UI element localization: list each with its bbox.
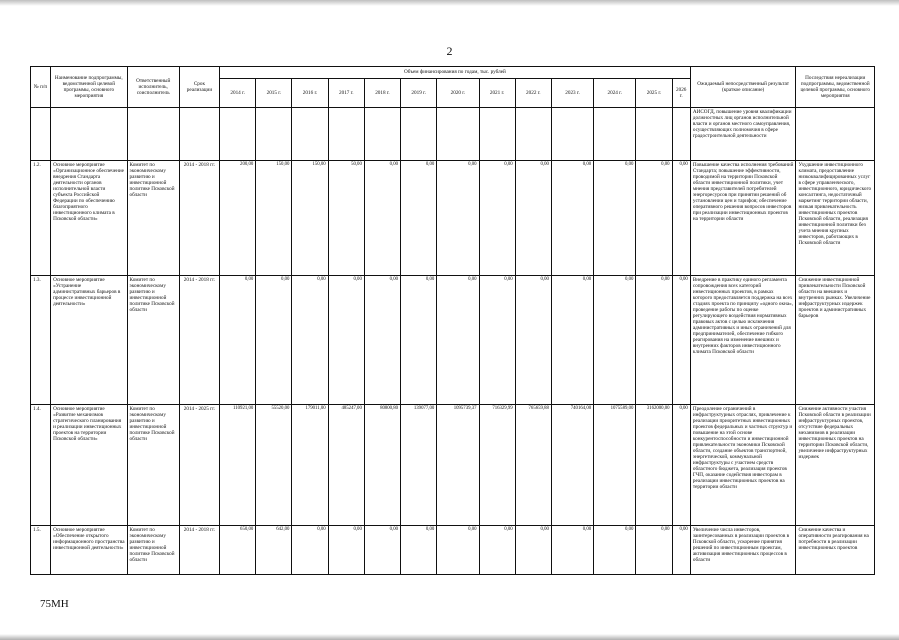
footer-code: 75МН <box>40 598 69 610</box>
row-value: 3162000,00 <box>636 405 672 526</box>
row-num: 1.2. <box>31 161 51 276</box>
header-year: 2019 г. <box>401 79 437 108</box>
row-value: 0,00 <box>292 526 328 575</box>
header-year: 2022 г. <box>515 79 551 108</box>
row-value: 0,00 <box>551 526 593 575</box>
header-period: Срок реализации <box>179 67 219 108</box>
row-value: 0,00 <box>594 276 636 405</box>
row-name: Основное мероприятие «Обеспечение открытого информационного пространства инвестиционной деятельности» <box>51 526 127 575</box>
row-value <box>551 108 593 161</box>
row-value: 0,00 <box>672 276 690 405</box>
row-value: 0,00 <box>594 526 636 575</box>
row-name: Основное мероприятие «Развитие механизмов стратегического планирования и реализации инвестиционных проектов на территории Псковской области» <box>51 405 127 526</box>
row-value: 0,00 <box>401 161 437 276</box>
table-row <box>31 276 875 405</box>
row-name <box>51 108 127 161</box>
row-value <box>672 108 690 161</box>
row-executor <box>127 108 179 161</box>
table-row <box>31 526 875 575</box>
row-num: 1.4. <box>31 405 51 526</box>
row-value: 0,00 <box>328 276 364 405</box>
row-value: 110921,00 <box>220 405 256 526</box>
row-executor: Комитет по экономическому развитию и инвестиционной политике Псковской области <box>127 526 179 575</box>
row-value: 0,00 <box>479 276 515 405</box>
header-result: Ожидаемый непосредственный результат (краткое описание) <box>690 67 796 108</box>
scan-edge-bottom <box>0 634 899 640</box>
row-consequences: Снижение активности участия Псковской области в реализации инфраструктурных проектов, отсутствие федеральных механизмов в реализации инвестиционных проектов на территории Псковской области, увеличение инфраструктурных издержек <box>796 405 875 526</box>
row-period: 2014 - 2018 гг. <box>179 161 219 276</box>
header-name: Наименование подпрограммы, ведомственной целевой программы, основного мероприятия <box>51 67 127 108</box>
row-value: 0,00 <box>479 526 515 575</box>
row-value <box>515 108 551 161</box>
row-value: 0,00 <box>515 161 551 276</box>
row-value: 0,00 <box>292 276 328 405</box>
row-value: 0,00 <box>515 276 551 405</box>
table-row <box>31 161 875 276</box>
row-value <box>220 108 256 161</box>
row-name: Основное мероприятие «Организационное обеспечение внедрения Стандарта деятельности органов исполнительной власти субъекта Российской Федерации по обеспечению благоприятного инвестиционного климата в Псковской области» <box>51 161 127 276</box>
row-value: 0,00 <box>364 526 400 575</box>
row-value: 0,00 <box>672 526 690 575</box>
row-value <box>292 108 328 161</box>
row-value: 0,00 <box>220 276 256 405</box>
row-value: 740164,00 <box>551 405 593 526</box>
row-result: Повышение качества исполнения требований Стандарта; повышение эффективности, проводимой на территории Псковской области инвестиционной политики, учет мнения представителей потребителей энергоресурсов при принятии решений об установлении цен и тарифов; обеспечение оперативного решения вопросов инвесторов при реализации инвестиционных проектов на территории области <box>690 161 796 276</box>
row-value <box>479 108 515 161</box>
row-value: 0,00 <box>551 161 593 276</box>
header-funding-group: Объем финансирования по годам, тыс. рублей <box>220 67 691 79</box>
row-value: 55520,00 <box>256 405 292 526</box>
row-period: 2014 - 2018 гг. <box>179 276 219 405</box>
row-value: 150,00 <box>292 161 328 276</box>
header-year: 2024 г. <box>594 79 636 108</box>
row-value <box>636 108 672 161</box>
row-value: 50,00 <box>328 161 364 276</box>
table-header <box>31 67 875 108</box>
row-value: 0,00 <box>594 161 636 276</box>
row-value: 716329,99 <box>479 405 515 526</box>
row-value: 0,00 <box>551 276 593 405</box>
row-value: 200,00 <box>220 161 256 276</box>
row-executor: Комитет по экономическому развитию и инвестиционной политике Псковской области <box>127 161 179 276</box>
program-table <box>30 66 875 575</box>
header-year: 2017 г. <box>328 79 364 108</box>
row-value <box>364 108 400 161</box>
row-consequences: Снижение инвестиционной привлекательности Псковской области на внешних и внутренних рынках. Увеличение инфраструктурных издержек проектов и административных барьеров <box>796 276 875 405</box>
header-year: 2020 г. <box>437 79 479 108</box>
header-year: 2023 г. <box>551 79 593 108</box>
row-value: 0,00 <box>256 276 292 405</box>
row-value: 0,00 <box>328 526 364 575</box>
row-period: 2014 - 2018 гг. <box>179 526 219 575</box>
row-value: 0,00 <box>636 276 672 405</box>
row-value: 0,00 <box>672 161 690 276</box>
row-value: 642,00 <box>256 526 292 575</box>
row-value: 0,00 <box>636 161 672 276</box>
header-year: 2015 г. <box>256 79 292 108</box>
row-value: 0,00 <box>437 276 479 405</box>
row-result: АИСОГД, повышение уровня квалификации должностных лиц органов исполнительной власти и органов местного самоуправления, осуществляющих полномочия в сфере градостроительной деятельности <box>690 108 796 161</box>
row-value: 0,00 <box>515 526 551 575</box>
page-number: 2 <box>446 44 453 58</box>
row-value: 0,00 <box>401 276 437 405</box>
row-value: 0,00 <box>479 161 515 276</box>
row-num <box>31 108 51 161</box>
row-value: 0,00 <box>672 405 690 526</box>
row-value: 765659,88 <box>515 405 551 526</box>
row-value <box>594 108 636 161</box>
row-value: 1075589,00 <box>594 405 636 526</box>
row-value <box>256 108 292 161</box>
header-executor: Ответственный исполнитель, соисполнитель <box>127 67 179 108</box>
row-value: 0,00 <box>364 161 400 276</box>
row-executor: Комитет по экономическому развитию и инвестиционной политике Псковской области <box>127 405 179 526</box>
row-value: 0,00 <box>364 276 400 405</box>
header-num: № п/п <box>31 67 51 108</box>
row-name: Основное мероприятие «Устранение административных барьеров в процессе инвестиционной деятельности» <box>51 276 127 405</box>
row-value: 80800,80 <box>364 405 400 526</box>
row-num: 1.3. <box>31 276 51 405</box>
header-year: 2026 г. <box>672 79 690 108</box>
row-value: 0,00 <box>401 526 437 575</box>
row-period <box>179 108 219 161</box>
row-consequences: Ухудшение инвестиционного климата, предоставление низкоквалифицированных услуг в сфере управленческого, инвестиционного, юридического консалтинга, недостаточный маркетинг территории области, низкая привлекательность инвестиционных проектов Псковской области, реализация инвестиционной политики без учета мнения крупных инвесторов, работающих в Псковской области <box>796 161 875 276</box>
row-value: 139077,00 <box>401 405 437 526</box>
row-result: Преодоление ограничений в инфраструктурных отраслях, привлечение к реализации приоритетных инвестиционных проектов федеральных и частных структур и повышение на этой основе конкурентоспособности и инвестиционной привлекательности экономики Псковской области, создание объектов транспортной, энергетической, коммунальной инфраструктуры с участием средств областного бюджета, реализация проектов ГЧП, оказание содействия инвесторам в реализации инвестиционных проектов на территории области <box>690 405 796 526</box>
header-consequences: Последствия нереализации подпрограммы, ведомственной целевой программы, основного мероприятия <box>796 67 875 108</box>
row-value <box>401 108 437 161</box>
row-consequences: Снижение качества и оперативности реагирования на потребности в реализации инвестиционных проектов <box>796 526 875 575</box>
header-year: 2018 г. <box>364 79 400 108</box>
row-value: 485247,00 <box>328 405 364 526</box>
row-value: 650,00 <box>220 526 256 575</box>
scan-edge-top <box>0 0 899 6</box>
header-year: 2016 г. <box>292 79 328 108</box>
row-period: 2014 - 2025 гг. <box>179 405 219 526</box>
row-value: 150,00 <box>256 161 292 276</box>
header-year: 2025 г. <box>636 79 672 108</box>
row-value: 179011,00 <box>292 405 328 526</box>
header-year: 2014 г. <box>220 79 256 108</box>
row-num: 1.5. <box>31 526 51 575</box>
row-value: 1095739,37 <box>437 405 479 526</box>
header-year: 2021 г. <box>479 79 515 108</box>
row-value <box>437 108 479 161</box>
row-consequences <box>796 108 875 161</box>
row-value: 0,00 <box>437 526 479 575</box>
row-value: 0,00 <box>437 161 479 276</box>
row-result: Увеличение числа инвесторов, заинтересованных в реализации проектов в Псковской области, ускорение принятия решений по инвестиционным проектам, активизация инвестиционных процессов в области <box>690 526 796 575</box>
table-row <box>31 108 875 161</box>
row-value: 0,00 <box>636 526 672 575</box>
row-value <box>328 108 364 161</box>
row-result: Внедрение в практику единого регламента сопровождения всех категорий инвестиционных проектов, в рамках которого предоставляется поддержка на всех стадиях проекта по принципу «одного окна», проведение работы по оценке регулирующего воздействия нормативных правовых актов с целью исключения административных и иных ограничений для предпринимателей, обеспечение гибкого реагирования на изменение внешних и внутренних факторов инвестиционного климата Псковской области <box>690 276 796 405</box>
row-executor: Комитет по экономическому развитию и инвестиционной политике Псковской области <box>127 276 179 405</box>
table-row <box>31 405 875 526</box>
